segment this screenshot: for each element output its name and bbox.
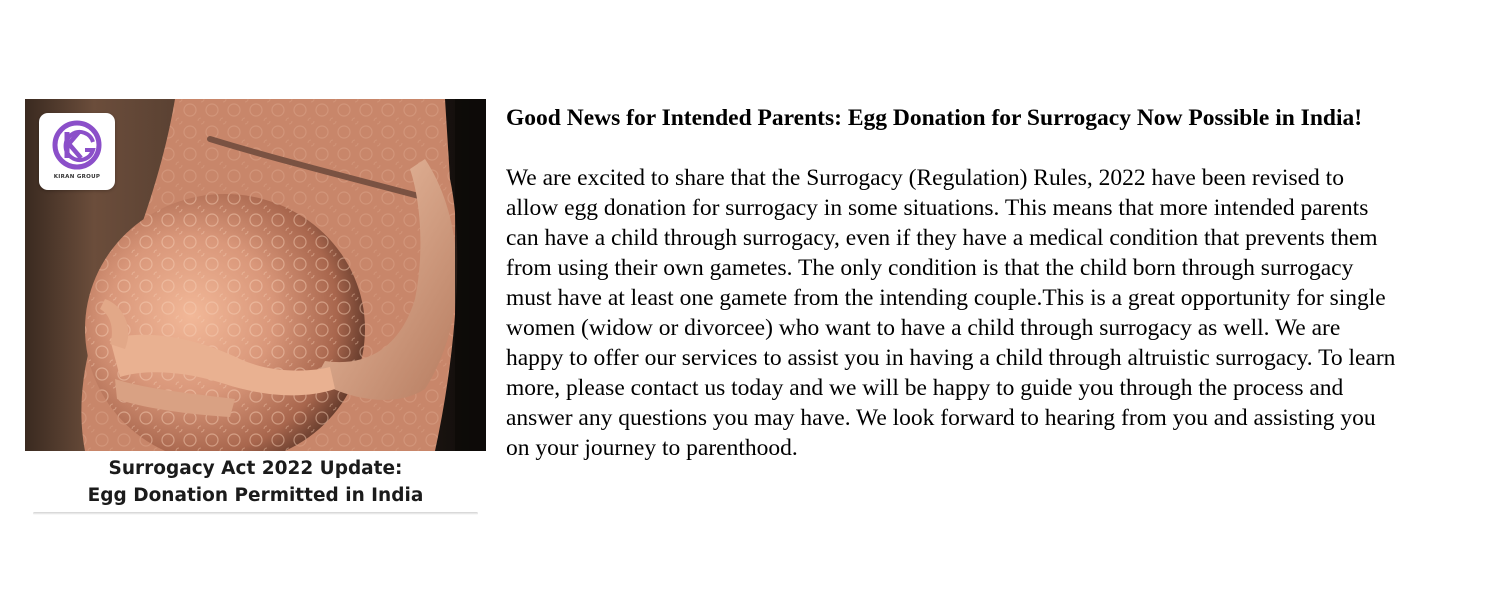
caption-line: Surrogacy Act 2022 Update: [108, 458, 403, 479]
body-line: must have at least one gamete from the intending couple.This is a great opportunity for single [506, 285, 1386, 311]
kg-monogram-icon [49, 118, 105, 174]
pregnant-belly-photo [25, 99, 486, 451]
body-line: can have a child through surrogacy, even if they have a medical condition that prevents them [506, 225, 1378, 251]
body-line: more, please contact us today and we will be happy to guide you through the process and [506, 375, 1344, 401]
body-line: allow egg donation for surrogacy in some situations. This means that more intended parents [506, 195, 1369, 221]
card-shadow [33, 512, 478, 515]
promo-image-card [25, 99, 486, 519]
caption-line: Egg Donation Permitted in India [87, 485, 424, 506]
article-body [506, 163, 1466, 463]
article-title: Good News for Intended Parents: Egg Donation for Surrogacy Now Possible in India! [506, 105, 1363, 131]
image-caption [25, 455, 486, 509]
body-line: answer any questions you may have. We look forward to hearing from you and assisting you [506, 405, 1376, 431]
body-line: on your journey to parenthood. [506, 435, 798, 461]
kiran-group-logo [39, 113, 115, 190]
body-line: We are excited to share that the Surrogacy (Regulation) Rules, 2022 have been revised to [506, 165, 1344, 191]
body-line: happy to offer our services to assist you in having a child through altruistic surrogacy. To learn [506, 345, 1396, 371]
logo-text: KIRAN GROUP [53, 174, 101, 180]
article [506, 103, 1466, 463]
body-line: from using their own gametes. The only condition is that the child born through surrogacy [506, 255, 1354, 281]
body-line: women (widow or divorcee) who want to have a child through surrogacy as well. We are [506, 315, 1341, 341]
